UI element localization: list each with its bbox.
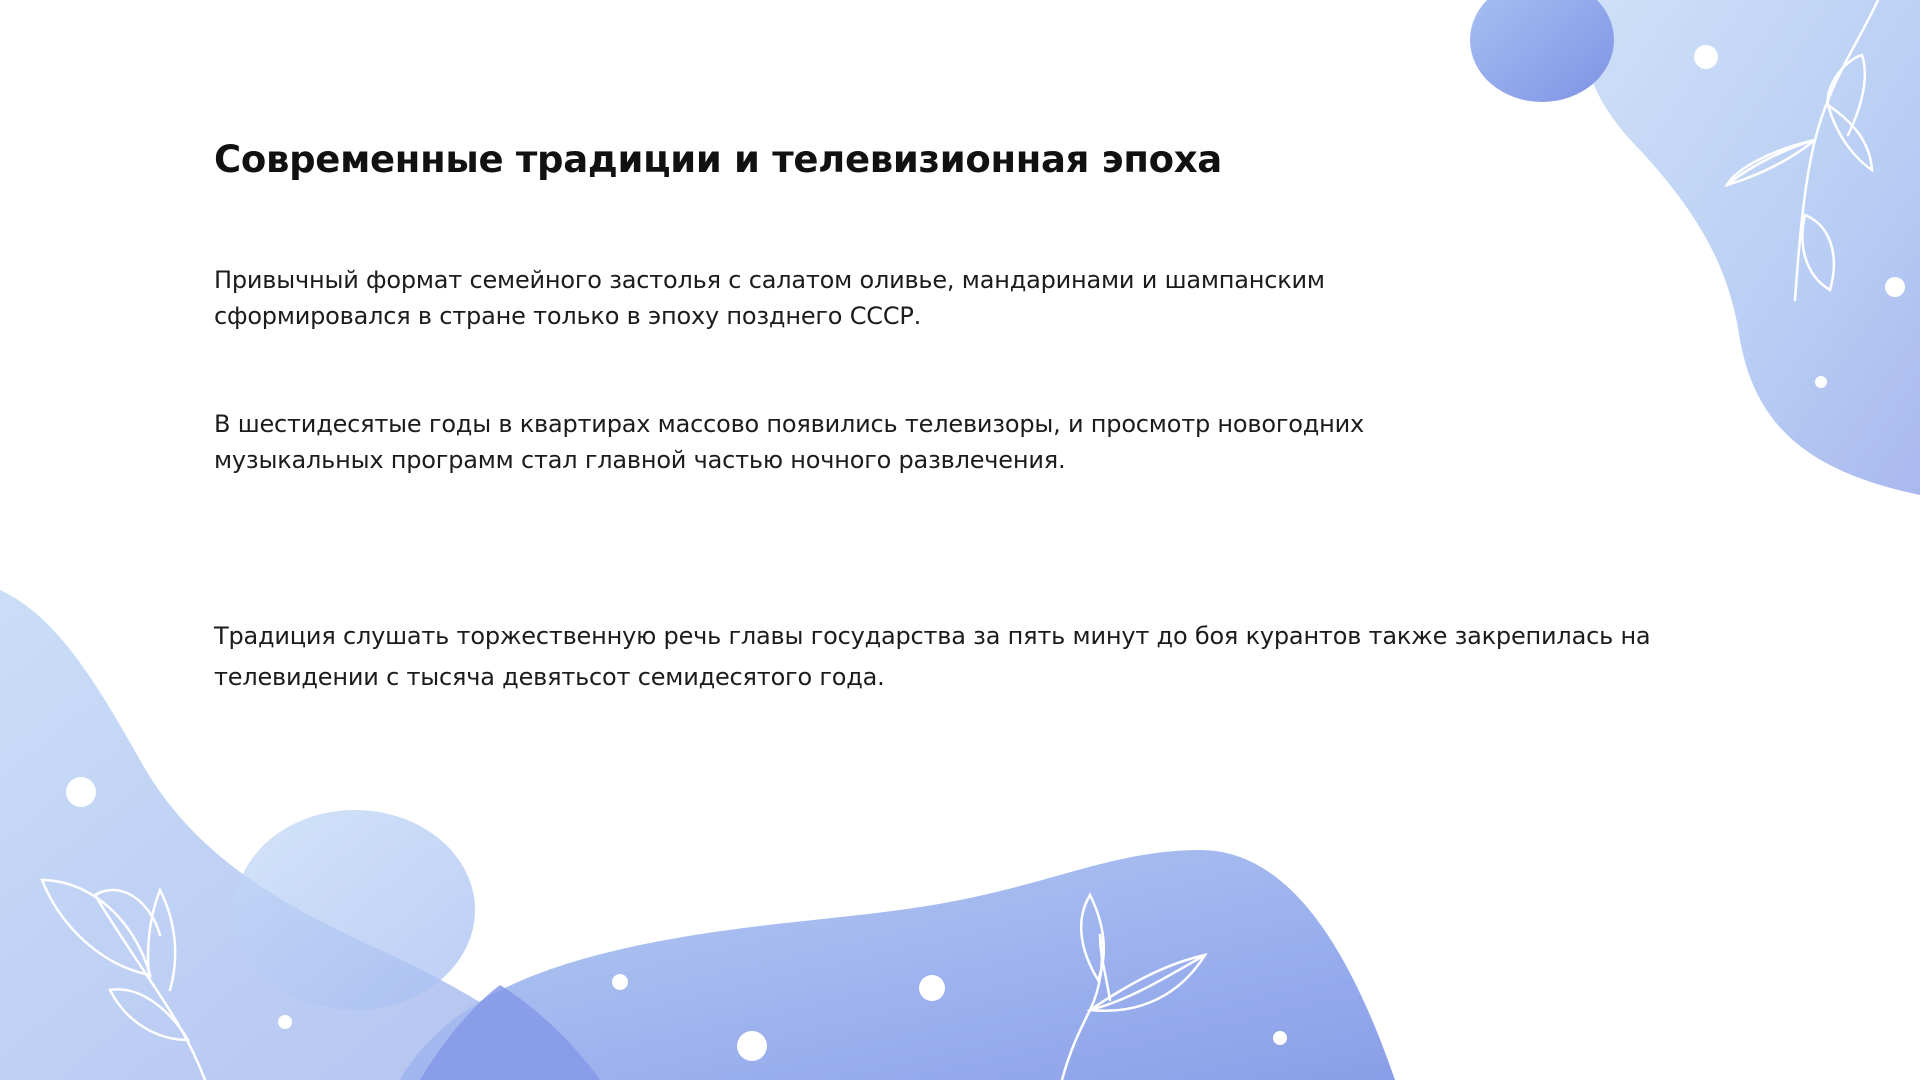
top-right-blob — [1582, 0, 1920, 495]
paragraph-new-year-address: Традиция слушать торжественную речь главы государства за пять минут до боя курантов также закрепилась на телевидении с тысяча девятьсот семидесятого года. — [214, 622, 1651, 691]
top-right-circle — [1470, 0, 1614, 102]
left-oval — [235, 810, 475, 1010]
slide-title: Современные традиции и телевизионная эпоха — [214, 138, 1222, 181]
paragraph-soviet-feast: Привычный формат семейного застолья с салатом оливье, мандаринами и шампанским сформировался в стране только в эпоху позднего СССР. — [214, 266, 1325, 330]
paragraph-television: В шестидесятые годы в квартирах массово появились телевизоры, и просмотр новогодних музыкальных программ стал главной частью ночного развлечения. — [214, 410, 1365, 474]
